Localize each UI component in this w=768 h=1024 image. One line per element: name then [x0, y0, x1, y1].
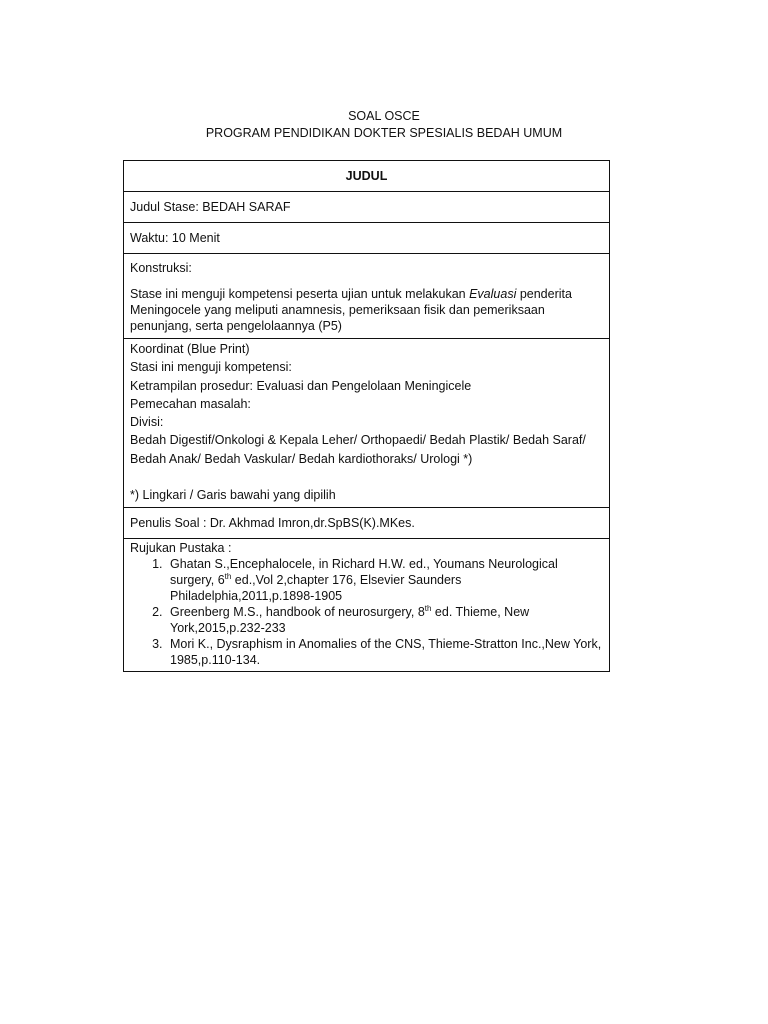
- koordinat-ketrampilan: Ketrampilan prosedur: Evaluasi dan Pengelolaan Meningicele: [130, 378, 472, 393]
- document-subtitle: PROGRAM PENDIDIKAN DOKTER SPESIALIS BEDAH UMUM: [205, 126, 563, 140]
- konstruksi-text-start: Stase ini menguji kompetensi peserta ujian untuk melakukan: [130, 287, 470, 301]
- konstruksi-text-end: penderita Meningocele yang meliputi anamnesis, pemeriksaan fisik dan pemeriksaan penunjang, serta pengelolaannya (P5): [130, 287, 572, 333]
- penulis-text: Penulis Soal : Dr. Akhmad Imron,dr.SpBS(K).MKes.: [124, 508, 610, 539]
- rujukan-cell: [124, 539, 610, 672]
- row-rujukan: [124, 539, 610, 672]
- koordinat-stasi: Stasi ini menguji kompetensi:: [130, 360, 292, 375]
- reference-item: 2. Greenberg M.S., handbook of neurosurgery, 8th ed. Thieme, New York,2015,p.232-233: [166, 604, 603, 636]
- osce-form-table: [123, 160, 610, 672]
- reference-item: 1. Ghatan S.,Encephalocele, in Richard H.W. ed., Youmans Neurological surgery, 6th ed.,Vol 2,chapter 176, Elsevier Saunders Philadelphia,2011,p.1898-1905: [166, 556, 603, 604]
- row-judul: [124, 161, 610, 192]
- konstruksi-cell: [124, 254, 610, 339]
- konstruksi-text: [130, 286, 603, 334]
- koordinat-divisi-list: Bedah Digestif/Onkologi & Kepala Leher/ Orthopaedi/ Bedah Plastik/ Bedah Saraf/ Bedah Anak/ Bedah Vaskular/ Bedah kardiothoraks/ Urologi *): [130, 433, 586, 466]
- reference-list: [130, 556, 603, 668]
- konstruksi-label: Konstruksi:: [130, 261, 192, 275]
- document-title: SOAL OSCE: [348, 109, 420, 123]
- row-konstruksi: [124, 254, 610, 339]
- row-koordinat: [124, 339, 610, 508]
- document-header: [0, 108, 768, 142]
- judul-stase-text: Judul Stase: BEDAH SARAF: [124, 192, 610, 223]
- konstruksi-text-italic: Evaluasi: [469, 287, 517, 301]
- row-waktu: [124, 223, 610, 254]
- koordinat-title: Koordinat (Blue Print): [130, 342, 250, 356]
- koordinat-pemecahan: Pemecahan masalah:: [130, 396, 251, 411]
- row-judul-stase: [124, 192, 610, 223]
- koordinat-divisi: Divisi:: [130, 415, 164, 430]
- koordinat-cell: [124, 339, 610, 508]
- row-penulis: [124, 508, 610, 539]
- reference-item: 3. Mori K., Dysraphism in Anomalies of the CNS, Thieme-Stratton Inc.,New York, 1985,p.110-134.: [166, 636, 603, 668]
- rujukan-label: Rujukan Pustaka :: [130, 541, 232, 556]
- judul-heading: JUDUL: [124, 161, 610, 192]
- koordinat-note: *) Lingkari / Garis bawahi yang dipilih: [130, 488, 336, 503]
- waktu-text: Waktu: 10 Menit: [124, 223, 610, 254]
